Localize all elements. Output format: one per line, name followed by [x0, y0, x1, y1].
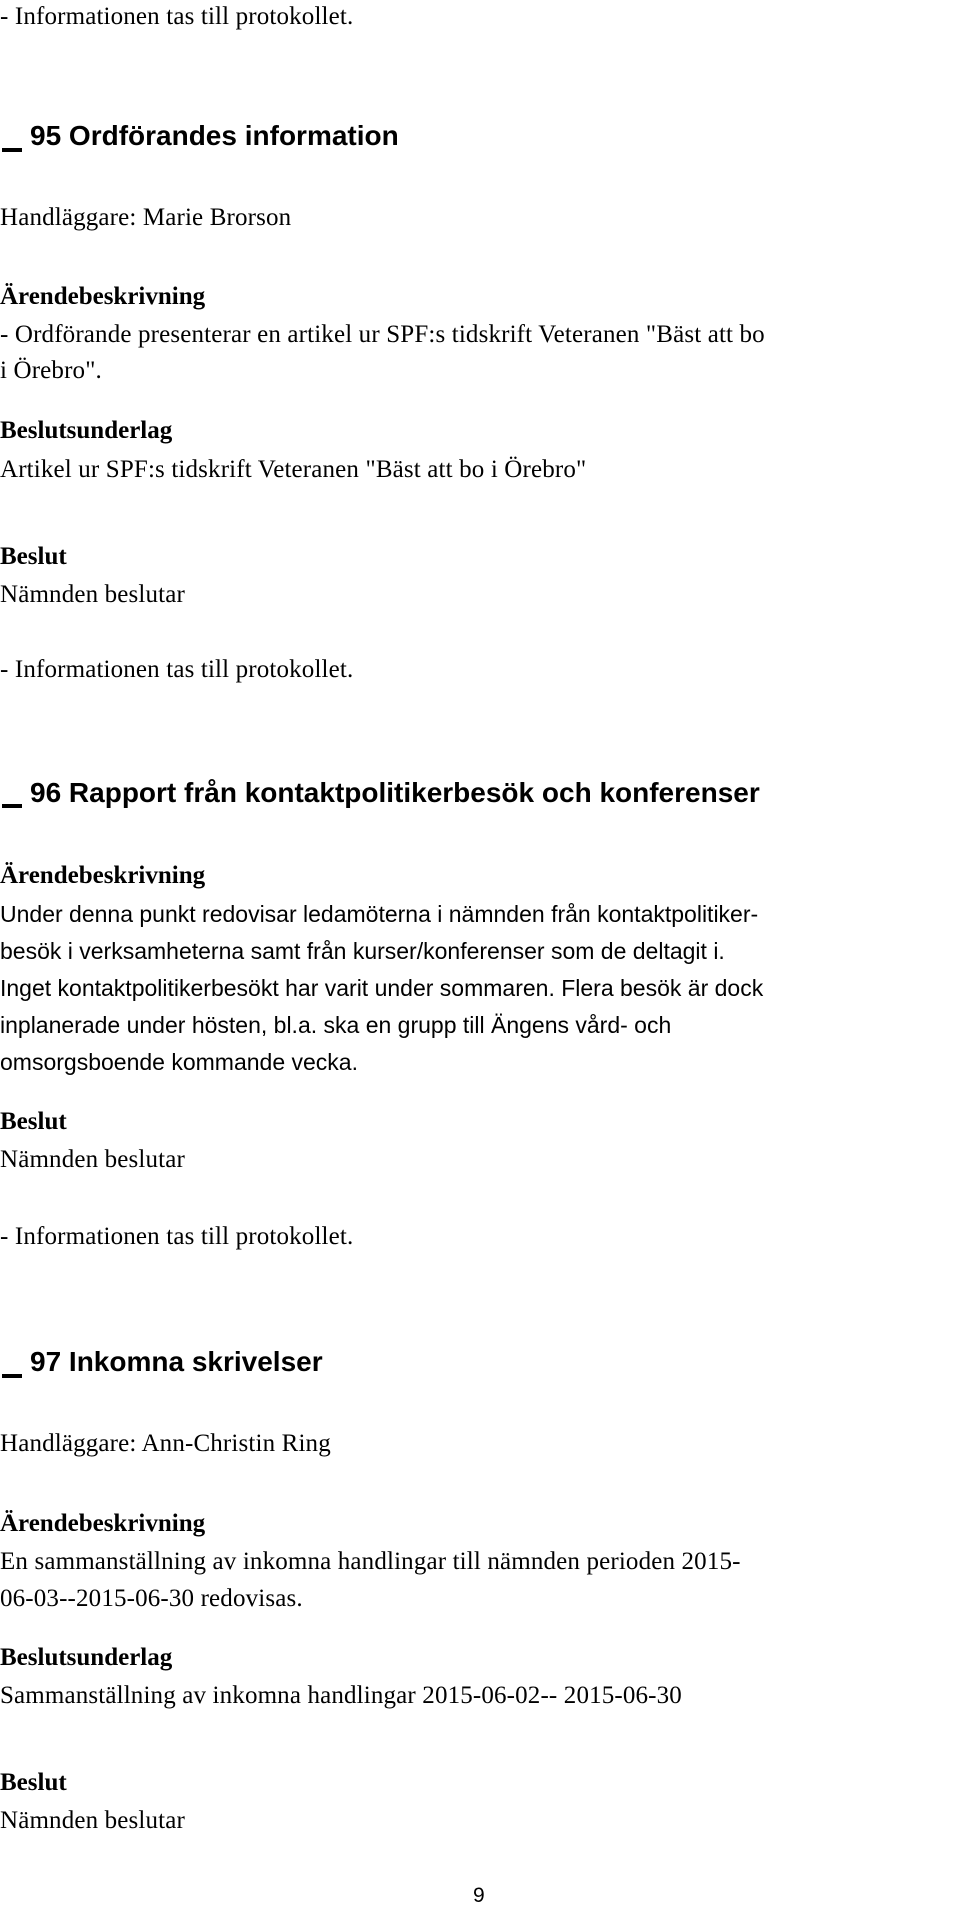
- heading-marker-97: [2, 1374, 22, 1378]
- section-95-decision-text: Nämnden beslutar: [0, 581, 185, 608]
- section-96-decision-label: Beslut: [0, 1108, 67, 1135]
- section-96-desc-line: omsorgsboende kommande vecka.: [0, 1049, 358, 1075]
- section-95-desc-line2: i Örebro".: [0, 357, 102, 384]
- section-95-desc-line1: - Ordförande presenterar en artikel ur SPF:s tidskrift Veteranen "Bäst att bo: [0, 321, 765, 348]
- section-97-basis-label: Beslutsunderlag: [0, 1644, 173, 1671]
- section-95-basis-text: Artikel ur SPF:s tidskrift Veteranen "Bäst att bo i Örebro": [0, 456, 587, 483]
- heading-marker-95: [2, 148, 22, 152]
- section-96-desc-line: Inget kontaktpolitikerbesökt har varit under sommaren. Flera besök är dock: [0, 975, 764, 1001]
- section-95-handler: Handläggare: Marie Brorson: [0, 204, 292, 231]
- section-97-decision-text: Nämnden beslutar: [0, 1807, 185, 1834]
- section-97-basis-text: Sammanställning av inkomna handlingar 2015-06-02-- 2015-06-30: [0, 1682, 682, 1709]
- section-95-title: 95 Ordförandes information: [30, 120, 399, 151]
- section-96-desc-label: Ärendebeskrivning: [0, 862, 206, 889]
- heading-marker-96: [2, 804, 22, 808]
- section-96-desc-line: inplanerade under hösten, bl.a. ska en grupp till Ängens vård- och: [0, 1012, 672, 1038]
- section-96-title: 96 Rapport från kontaktpolitikerbesök och konferenser: [30, 777, 760, 808]
- page-number: 9: [473, 1884, 485, 1907]
- section-97-decision-label: Beslut: [0, 1769, 67, 1796]
- section-97-desc-line1: En sammanställning av inkomna handlingar till nämnden perioden 2015-: [0, 1548, 741, 1575]
- section-97-desc-line2: 06-03--2015-06-30 redovisas.: [0, 1585, 303, 1612]
- section-96-decision-text: Nämnden beslutar: [0, 1146, 185, 1173]
- section-97-desc-label: Ärendebeskrivning: [0, 1510, 206, 1537]
- top-note: - Informationen tas till protokollet.: [0, 3, 354, 30]
- section-97-handler: Handläggare: Ann-Christin Ring: [0, 1430, 331, 1457]
- section-96-desc-line: Under denna punkt redovisar ledamöterna i nämnden från kontaktpolitiker-: [0, 901, 759, 927]
- section-96-desc-line: besök i verksamheterna samt från kurser/konferenser som de deltagit i.: [0, 938, 725, 964]
- section-95-decision-item: - Informationen tas till protokollet.: [0, 656, 354, 683]
- section-97-title: 97 Inkomna skrivelser: [30, 1346, 323, 1377]
- section-95-desc-label: Ärendebeskrivning: [0, 283, 206, 310]
- section-96-decision-item: - Informationen tas till protokollet.: [0, 1223, 354, 1250]
- section-95-basis-label: Beslutsunderlag: [0, 417, 173, 444]
- section-95-decision-label: Beslut: [0, 543, 67, 570]
